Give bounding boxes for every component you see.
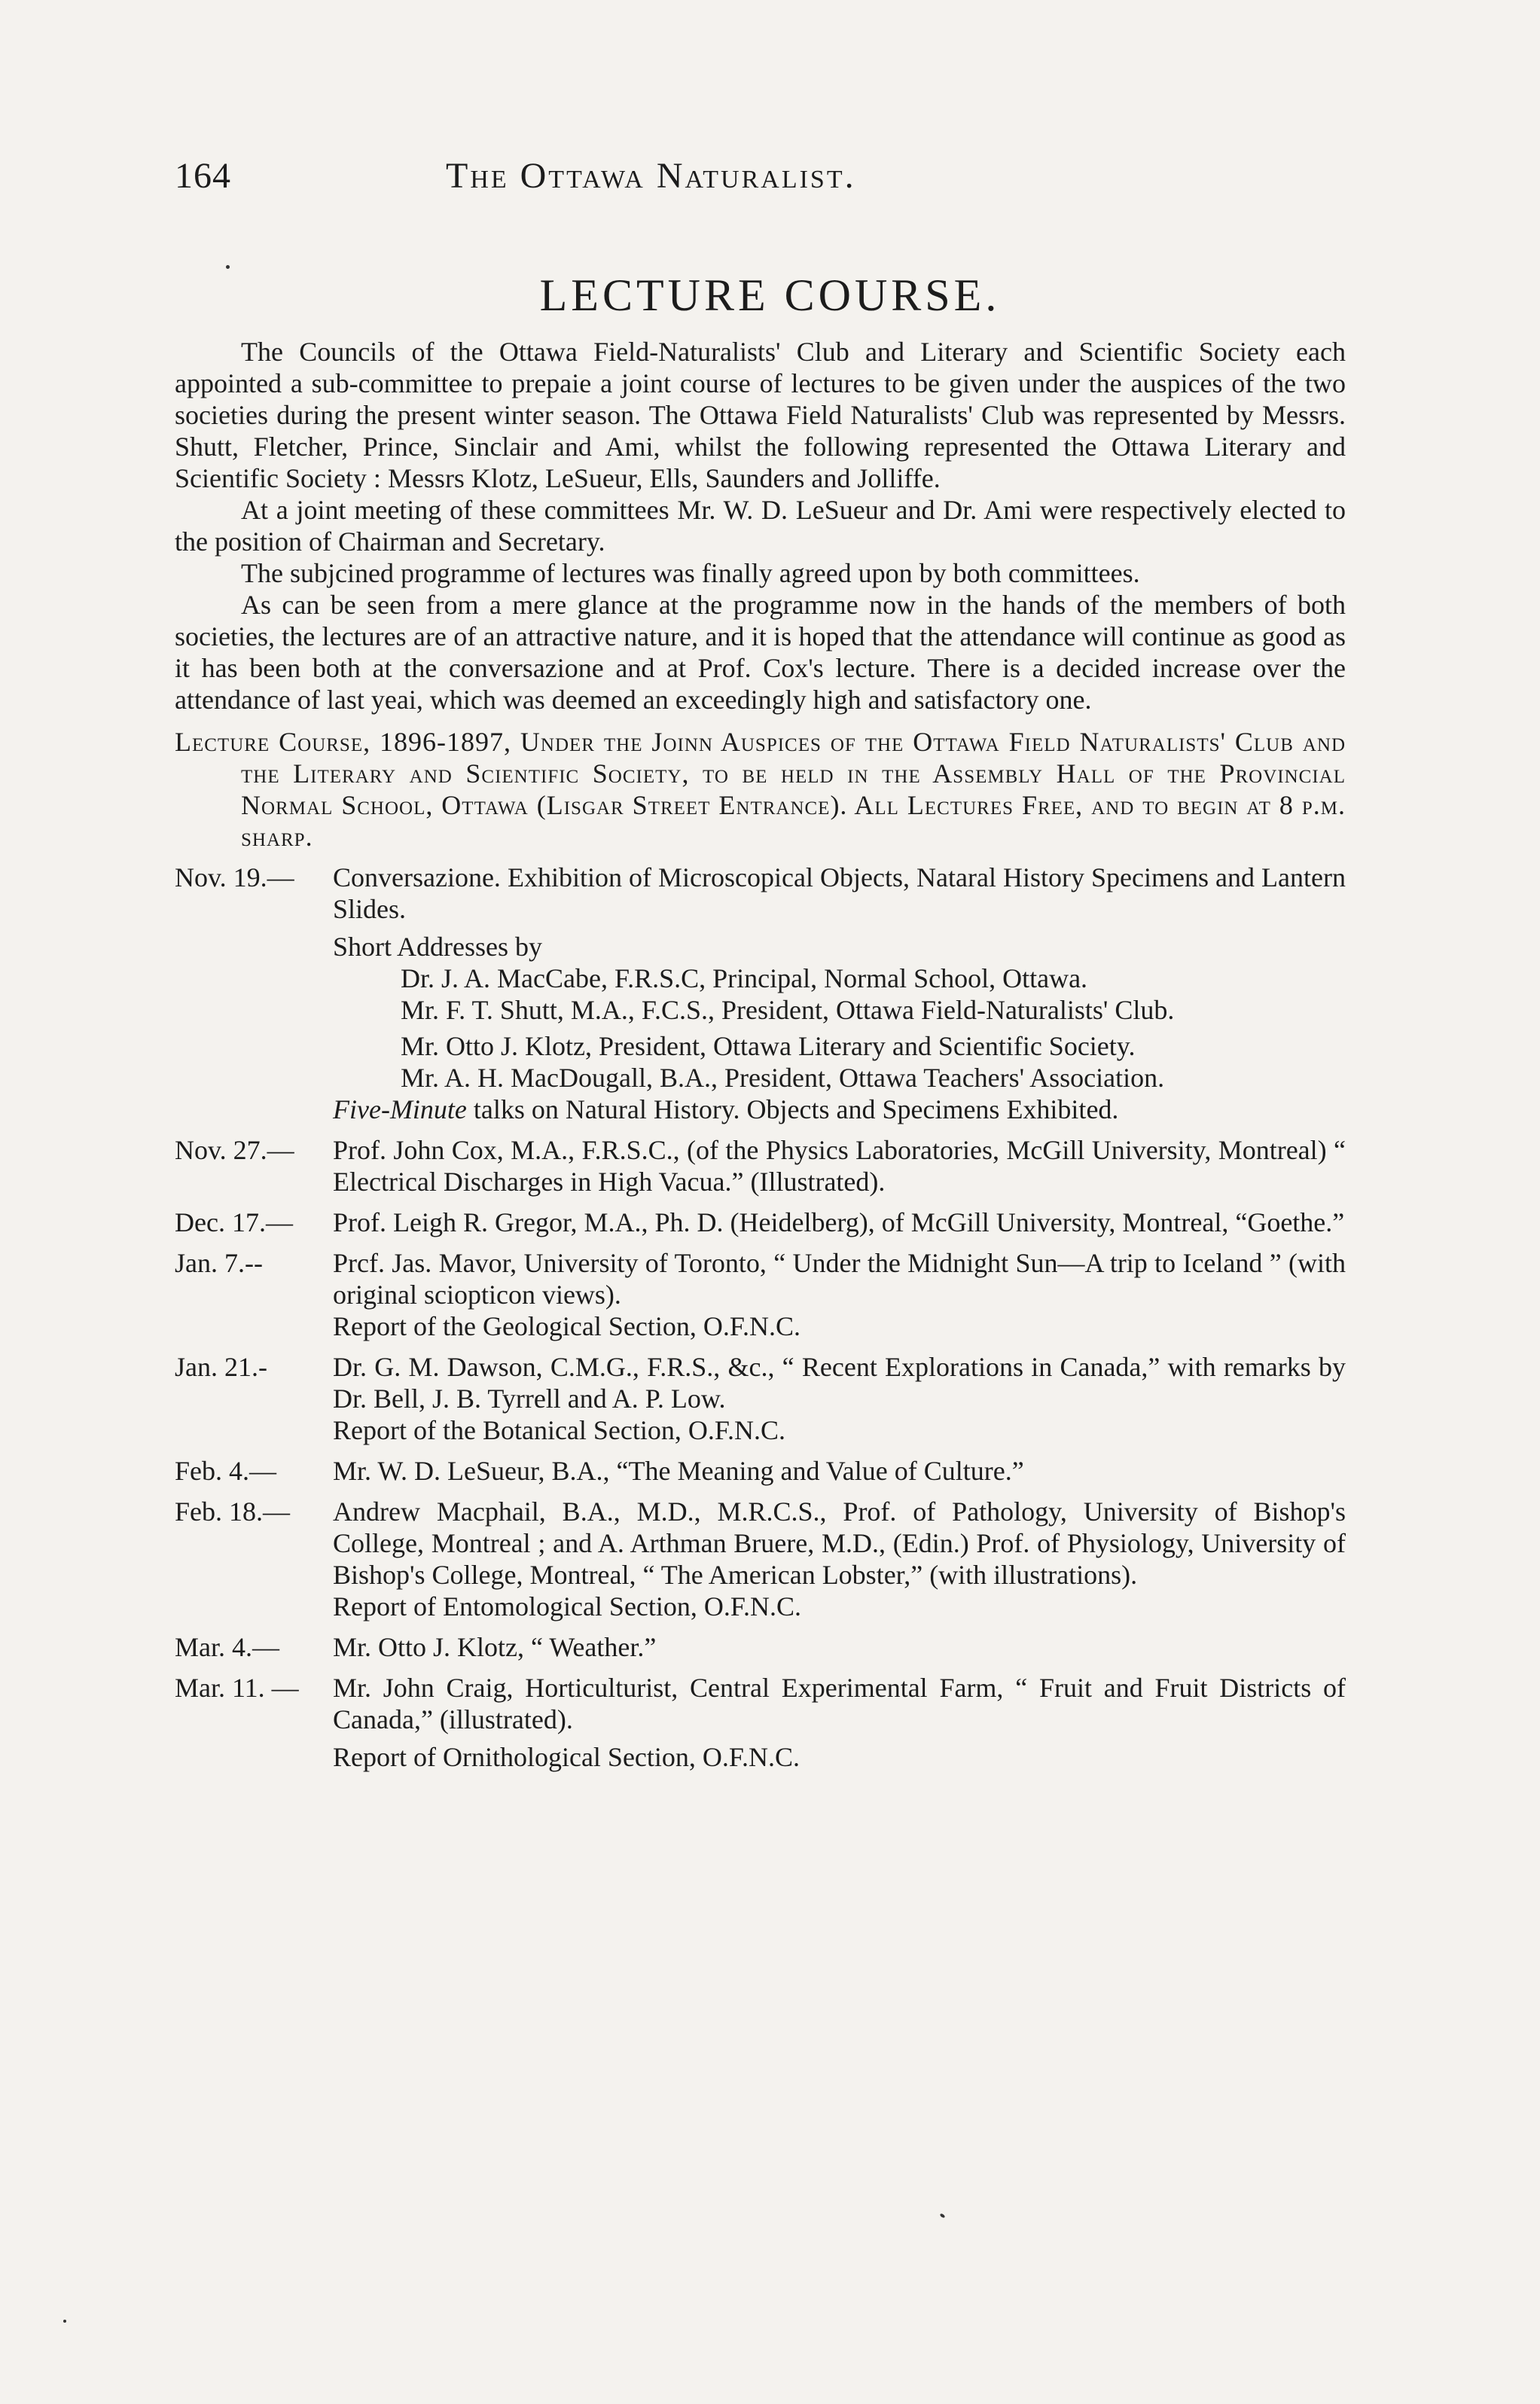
entry-date: Jan. 7.--	[175, 1248, 263, 1278]
entry-date: Mar. 4.—	[175, 1632, 279, 1662]
address-item: Dr. J. A. MacCabe, F.R.S.C, Principal, Normal School, Ottawa.	[401, 963, 1088, 993]
programme-entry	[175, 862, 1346, 925]
entry-date: Feb. 18.—	[175, 1496, 290, 1527]
programme-entry	[175, 1134, 1346, 1197]
print-speck	[63, 2320, 66, 2323]
entry-text: Prof. John Cox, M.A., F.R.S.C., (of the Physics Laboratories, McGill University, Montreal) “ Electrical Discharges in High Vacua.” (Illustrated).	[333, 1135, 1346, 1197]
article-body	[175, 336, 1346, 1773]
entry-date: Jan. 21.-	[175, 1352, 267, 1382]
entry-text: Dr. G. M. Dawson, C.M.G., F.R.S., &c., “ Recent Explorations in Canada,” with remarks by Dr. Bell, J. B. Tyrrell and A. P. Low.	[333, 1352, 1346, 1414]
programme-entry	[175, 1672, 1346, 1735]
paragraph: The subjcined programme of lectures was finally agreed upon by both committees.	[241, 558, 1140, 588]
five-minute-talks	[175, 1094, 1346, 1125]
print-speck	[939, 2213, 945, 2218]
programme-heading: Lecture Course, 1896-1897, Under the Joinn Auspices of the Ottawa Field Naturalists' Club and the Literary and Scientific Society, to be held in the Assembly Hall of the Provincial Normal School, Ottawa (Lisgar Street Entrance). All Lectures Free, and to begin at 8 p.m. sharp.	[175, 727, 1346, 852]
entry-date: Nov. 27.—	[175, 1135, 294, 1165]
programme-list	[175, 862, 1346, 1773]
section-report: Report of the Geological Section, O.F.N.C.	[333, 1311, 801, 1341]
paragraph: At a joint meeting of these committees Mr. W. D. LeSueur and Dr. Ami were respectively elected to the position of Chairman and Secretary.	[175, 495, 1346, 557]
entry-date: Nov. 19.—	[175, 862, 294, 892]
programme-entry	[175, 1351, 1346, 1414]
entry-text: Prof. Leigh R. Gregor, M.A., Ph. D. (Heidelberg), of McGill University, Montreal, “Goethe.”	[333, 1207, 1345, 1237]
journal-title: The Ottawa Naturalist.	[446, 156, 856, 196]
talks-text: talks on Natural History. Objects and Specimens Exhibited.	[466, 1094, 1119, 1124]
programme-entry	[175, 1455, 1346, 1487]
entry-date: Feb. 4.—	[175, 1456, 276, 1486]
entry-date: Mar. 11. —	[175, 1673, 299, 1703]
entry-text: Mr. John Craig, Horticulturist, Central Experimental Farm, “ Fruit and Fruit Districts of Canada,” (illustrated).	[333, 1673, 1346, 1734]
entry-text: Conversazione. Exhibition of Microscopical Objects, Nataral History Specimens and Lantern Slides.	[333, 862, 1346, 924]
running-head	[175, 155, 1349, 208]
address-item: Mr. Otto J. Klotz, President, Ottawa Literary and Scientific Society.	[401, 1031, 1136, 1061]
addresses-label: Short Addresses by	[333, 932, 542, 962]
address-item: Mr. A. H. MacDougall, B.A., President, Ottawa Teachers' Association.	[401, 1063, 1165, 1093]
entry-text: Mr. W. D. LeSueur, B.A., “The Meaning and Value of Culture.”	[333, 1456, 1024, 1486]
section-report: Report of Ornithological Section, O.F.N.C.	[333, 1742, 800, 1772]
article-title: LECTURE COURSE.	[539, 270, 1001, 320]
entry-text: Mr. Otto J. Klotz, “ Weather.”	[333, 1632, 657, 1662]
print-speck	[226, 265, 230, 269]
programme-entry	[175, 1631, 1346, 1663]
programme-entry	[175, 1496, 1346, 1591]
paragraph: As can be seen from a mere glance at the programme now in the hands of the members of both societies, the lectures are of an attractive nature, and it is hoped that the attendance will continue as good as it has been both at the conversazione and at Prof. Cox's lecture. There is a decided increase over the attendance of last yeai, which was deemed an exceedingly high and satisfactory one.	[175, 590, 1346, 715]
section-report: Report of Entomological Section, O.F.N.C.	[333, 1591, 802, 1621]
page-number: 164	[175, 156, 231, 196]
programme-entry	[175, 1247, 1346, 1310]
address-item: Mr. F. T. Shutt, M.A., F.C.S., President, Ottawa Field-Naturalists' Club.	[401, 995, 1175, 1025]
talks-italic: Five-Minute	[333, 1094, 467, 1124]
entry-date: Dec. 17.—	[175, 1207, 293, 1237]
entry-text: Andrew Macphail, B.A., M.D., M.R.C.S., Prof. of Pathology, University of Bishop's College, Montreal ; and A. Arthman Bruere, M.D., (Edin.) Prof. of Physiology, University of Bishop's College, Montreal, “ The American Lobster,” (with illustrations).	[333, 1496, 1346, 1590]
entry-text: Prcf. Jas. Mavor, University of Toronto, “ Under the Midnight Sun—A trip to Iceland ” (with original sciopticon views).	[333, 1248, 1346, 1310]
section-report: Report of the Botanical Section, O.F.N.C.	[333, 1415, 786, 1445]
paragraph: The Councils of the Ottawa Field-Naturalists' Club and Literary and Scientific Society each appointed a sub-committee to prepaie a joint course of lectures to be given under the auspices of the two societies during the present winter season. The Ottawa Field Naturalists' Club was represented by Messrs. Shutt, Fletcher, Prince, Sinclair and Ami, whilst the following represented the Ottawa Literary and Scientific Society : Messrs Klotz, LeSueur, Ells, Saunders and Jolliffe.	[175, 337, 1346, 493]
programme-entry	[175, 1207, 1346, 1238]
